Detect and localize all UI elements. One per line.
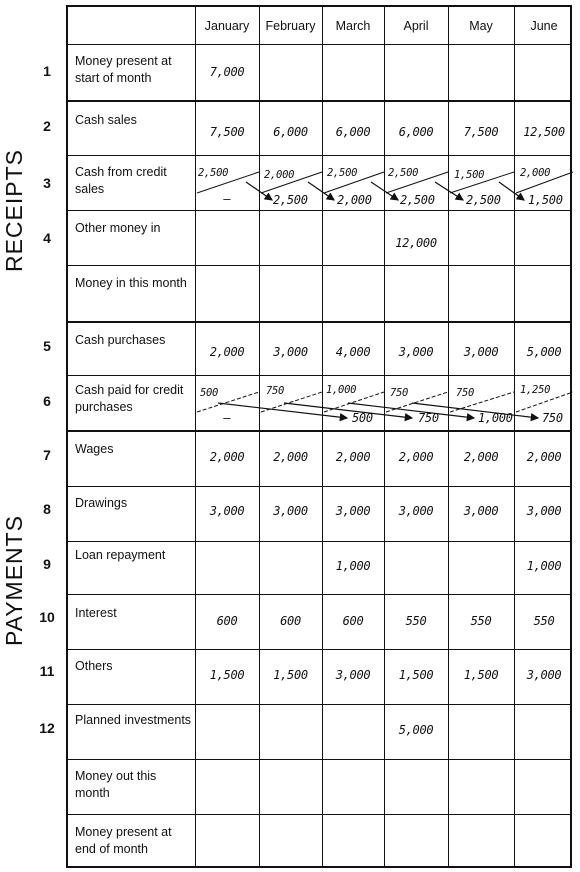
interest-may: 550 <box>470 614 492 628</box>
wages-february: 2,000 <box>273 450 308 464</box>
row-number-9: 9 <box>43 556 51 572</box>
row-label-money-present-end: Money present at end of month <box>75 825 172 856</box>
others-january: 1,500 <box>209 668 245 682</box>
row-divider <box>68 265 570 266</box>
others-june: 3,000 <box>526 668 562 682</box>
other-money-in-april: 12,000 <box>395 236 437 250</box>
month-header-may: May <box>469 19 493 33</box>
others-may: 1,500 <box>463 668 499 682</box>
row-label-cash-paid-credit-purchases: Cash paid for credit purchases <box>75 383 184 414</box>
interest-april: 550 <box>405 614 427 628</box>
receipts-heading: RECEIPTS <box>1 148 28 272</box>
cash-purchases-february: 3,000 <box>273 345 308 359</box>
row-number-5: 5 <box>43 338 51 354</box>
cash-purchases-june: 5,000 <box>526 345 562 359</box>
credit-sales-owed-april: 2,500 <box>388 167 419 179</box>
row-divider <box>68 321 570 323</box>
row-divider <box>68 759 570 760</box>
row-divider <box>68 486 570 487</box>
receipts-side-label <box>0 100 30 320</box>
credit-sales-owed-february: 2,000 <box>264 169 295 181</box>
cash-purchases-march: 4,000 <box>335 345 371 359</box>
row-label-planned-investments: Planned investments <box>75 713 192 727</box>
drawings-march: 3,000 <box>335 504 371 518</box>
row-label-money-in-this-month: Money in this month <box>75 276 187 290</box>
interest-march: 600 <box>342 614 364 628</box>
loan-repayment-june: 1,000 <box>526 559 562 573</box>
cash-purchases-january: 2,000 <box>209 345 245 359</box>
row-divider <box>68 210 570 211</box>
row-divider <box>68 541 570 542</box>
credit-sales-received-june: 1,500 <box>528 193 563 207</box>
payments-heading: PAYMENTS <box>1 514 28 646</box>
credit-sales-received-february: 2,500 <box>273 193 308 207</box>
cash-flow-forecast-table <box>66 5 572 868</box>
row-label-cash-from-credit-sales: Cash from credit sales <box>75 165 167 196</box>
credit-purchases-owed-april: 750 <box>390 387 409 399</box>
row-number-7: 7 <box>43 447 51 463</box>
row-label-wages: Wages <box>75 442 114 456</box>
credit-purchases-paid-january: – <box>223 411 231 425</box>
drawings-january: 3,000 <box>209 504 245 518</box>
credit-purchases-paid-april: 750 <box>418 411 439 425</box>
row-number-8: 8 <box>43 501 51 517</box>
wages-june: 2,000 <box>526 450 562 464</box>
wages-march: 2,000 <box>335 450 371 464</box>
cash-sales-march: 6,000 <box>335 125 371 139</box>
row-divider <box>68 704 570 705</box>
row-number-11: 11 <box>39 663 55 679</box>
credit-purchases-owed-june: 1,250 <box>520 384 551 396</box>
wages-january: 2,000 <box>209 450 245 464</box>
credit-sales-arrow <box>435 182 463 200</box>
credit-purchases-owed-may: 750 <box>456 387 475 399</box>
row-number-2: 2 <box>43 118 51 134</box>
cash-sales-january: 7,500 <box>209 125 245 139</box>
month-header-january: January <box>204 19 250 33</box>
row-divider <box>68 649 570 650</box>
others-march: 3,000 <box>335 668 371 682</box>
row-number-6: 6 <box>43 393 51 409</box>
row-number-10: 10 <box>39 609 55 625</box>
row-label-cash-purchases: Cash purchases <box>75 333 166 347</box>
credit-sales-arrow <box>308 182 334 200</box>
credit-sales-received-april: 2,500 <box>400 193 435 207</box>
credit-purchases-paid-may: 1,000 <box>478 411 513 425</box>
credit-purchases-owed-march: 1,000 <box>326 384 357 396</box>
credit-purchases-paid-march: 500 <box>352 411 373 425</box>
cash-sales-may: 7,500 <box>463 125 499 139</box>
cash-purchases-may: 3,000 <box>463 345 499 359</box>
loan-repayment-march: 1,000 <box>335 559 371 573</box>
wages-april: 2,000 <box>398 450 434 464</box>
credit-sales-owed-may: 1,500 <box>454 169 485 181</box>
row-number-3: 3 <box>43 175 51 191</box>
cash-sales-february: 6,000 <box>273 125 308 139</box>
month-header-april: April <box>403 19 429 33</box>
credit-purchases-owed-january: 500 <box>200 387 219 399</box>
row-label-other-money-in: Other money in <box>75 221 161 235</box>
credit-sales-owed-june: 2,000 <box>520 167 551 179</box>
row-label-money-present-start: Money present at start of month <box>75 54 172 85</box>
drawings-february: 3,000 <box>273 504 308 518</box>
row-divider <box>68 594 570 595</box>
row-divider <box>68 375 570 376</box>
credit-purchases-owed-february: 750 <box>266 385 285 397</box>
row-label-cash-sales: Cash sales <box>75 113 137 127</box>
cash-sales-june: 12,500 <box>523 125 565 139</box>
drawings-april: 3,000 <box>398 504 434 518</box>
interest-january: 600 <box>216 614 238 628</box>
row-number-1: 1 <box>43 63 51 79</box>
row-divider <box>68 100 570 102</box>
row-label-drawings: Drawings <box>75 496 128 510</box>
credit-purchases-arrow <box>284 403 412 418</box>
payments-side-label <box>0 430 30 730</box>
interest-february: 600 <box>280 614 301 628</box>
interest-june: 550 <box>533 614 555 628</box>
credit-sales-received-march: 2,000 <box>337 193 372 207</box>
credit-sales-owed-january: 2,500 <box>198 167 229 179</box>
planned-investments-april: 5,000 <box>398 723 434 737</box>
money-present-start-january: 7,000 <box>209 65 245 79</box>
month-header-february: February <box>265 19 316 33</box>
row-number-4: 4 <box>43 230 51 246</box>
row-label-others: Others <box>75 659 113 673</box>
row-divider <box>68 155 570 156</box>
cash-sales-april: 6,000 <box>398 125 434 139</box>
drawings-may: 3,000 <box>463 504 499 518</box>
row-divider <box>68 430 570 432</box>
row-label-money-out-this-month: Money out this month <box>75 769 157 800</box>
credit-sales-received-january: – <box>223 192 231 206</box>
credit-sales-arrow <box>499 182 524 200</box>
row-number-12: 12 <box>39 720 55 736</box>
others-april: 1,500 <box>398 668 434 682</box>
credit-sales-owed-march: 2,500 <box>327 167 358 179</box>
others-february: 1,500 <box>273 668 308 682</box>
cash-purchases-april: 3,000 <box>398 345 434 359</box>
credit-purchases-paid-june: 750 <box>542 411 563 425</box>
month-header-march: March <box>335 19 371 33</box>
row-label-interest: Interest <box>75 606 117 620</box>
month-header-june: June <box>530 19 558 33</box>
wages-may: 2,000 <box>463 450 499 464</box>
row-divider <box>68 44 570 45</box>
drawings-june: 3,000 <box>526 504 562 518</box>
credit-sales-received-may: 2,500 <box>466 193 501 207</box>
row-divider <box>68 814 570 815</box>
row-label-loan-repayment: Loan repayment <box>75 548 166 562</box>
